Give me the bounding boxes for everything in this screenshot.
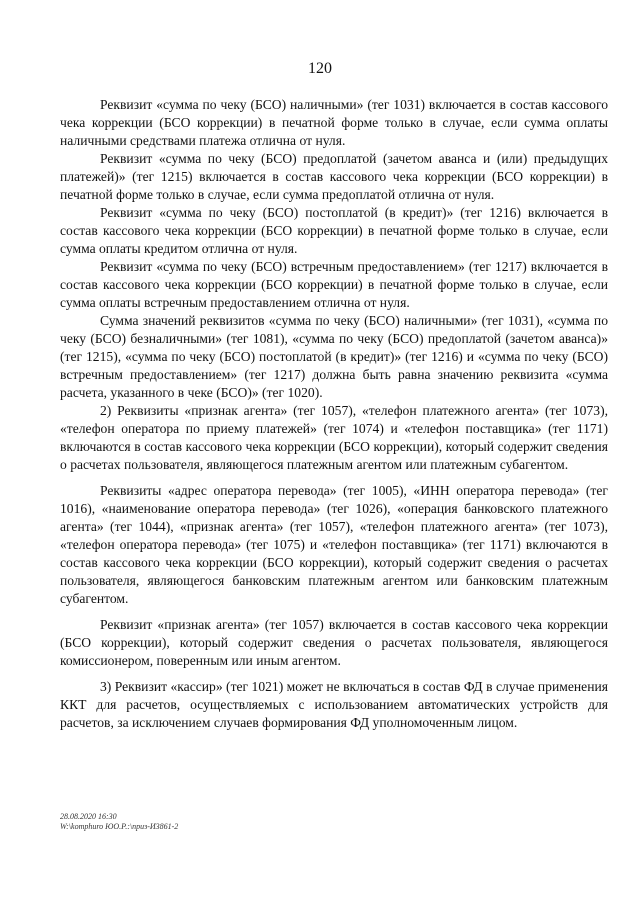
paragraph: Реквизит «сумма по чеку (БСО) предоплатой (зачетом аванса и (или) предыдущих платежей)» (тег 1215) включается в состав кассового чека коррекции (БСО коррекции) в печатной форме только в случае, если сумма предоплатой отлична от нуля. bbox=[60, 151, 608, 202]
paragraph: 3) Реквизит «кассир» (тег 1021) может не включаться в состав ФД в случае применения ККТ для расчетов, осуществляемых с использованием автоматических устройств для расчетов, за исключением случаев формирования ФД уполномоченным лицом. bbox=[60, 679, 608, 730]
paragraph: Реквизит «сумма по чеку (БСО) постоплатой (в кредит)» (тег 1216) включается в состав кассового чека коррекции (БСО коррекции) в печатной форме только в случае, если сумма оплаты кредитом отлична от нуля. bbox=[60, 205, 608, 256]
paragraph: 2) Реквизиты «признак агента» (тег 1057), «телефон платежного агента» (тег 1073), «телефон оператора по приему платежей» (тег 1074) и «телефон поставщика» (тег 1171) включаются в состав кассового чека коррекции (БСО коррекции), который содержит сведения о расчетах пользователя, являющегося платежным агентом или платежным субагентом. bbox=[60, 403, 608, 472]
paragraph: Реквизиты «адрес оператора перевода» (тег 1005), «ИНН оператора перевода» (тег 1016), «наименование оператора перевода» (тег 1026), «операция банковского платежного агента» (тег 1044), «признак агента» (тег 1057), «телефон платежного агента» (тег 1073), «телефон оператора перевода» (тег 1075) и «телефон поставщика» (тег 1171) включаются в состав кассового чека коррекции (БСО коррекции), который содержит сведения о расчетах пользователя, являющегося банковским платежным агентом или банковским платежным субагентом. bbox=[60, 483, 608, 606]
paragraph: Реквизит «сумма по чеку (БСО) встречным предоставлением» (тег 1217) включается в состав кассового чека коррекции (БСО коррекции) в печатной форме только в случае, если сумма оплаты встречным предоставлением отлична от нуля. bbox=[60, 259, 608, 310]
page-number: 120 bbox=[308, 60, 332, 77]
footer-stamp bbox=[60, 812, 178, 832]
paragraph: Реквизит «признак агента» (тег 1057) включается в состав кассового чека коррекции (БСО коррекции), который содержит сведения о расчетах пользователя, являющегося комиссионером, поверенным или иным агентом. bbox=[60, 617, 608, 668]
paragraph: Реквизит «сумма по чеку (БСО) наличными» (тег 1031) включается в состав кассового чека коррекции (БСО коррекции) в печатной форме только в случае, если сумма оплаты наличными средствами платежа отлична от нуля. bbox=[60, 97, 608, 148]
footer-date: 28.08.2020 16:30 bbox=[60, 812, 117, 821]
paragraph: Сумма значений реквизитов «сумма по чеку (БСО) наличными» (тег 1031), «сумма по чеку (БСО) безналичными» (тег 1081), «сумма по чеку (БСО) предоплатой (зачетом аванса)» (тег 1215), «сумма по чеку (БСО) постоплатой (в кредит)» (тег 1216) и «сумма по чеку (БСО) встречным предоставлением» (тег 1217) должна быть равна значению реквизита «сумма расчета, указанного в чеке (БСО)» (тег 1020). bbox=[60, 313, 608, 400]
document-body bbox=[60, 96, 608, 732]
footer-path: W:\komphuro ЮО.Р.:\приз-И3861-2 bbox=[60, 822, 179, 831]
